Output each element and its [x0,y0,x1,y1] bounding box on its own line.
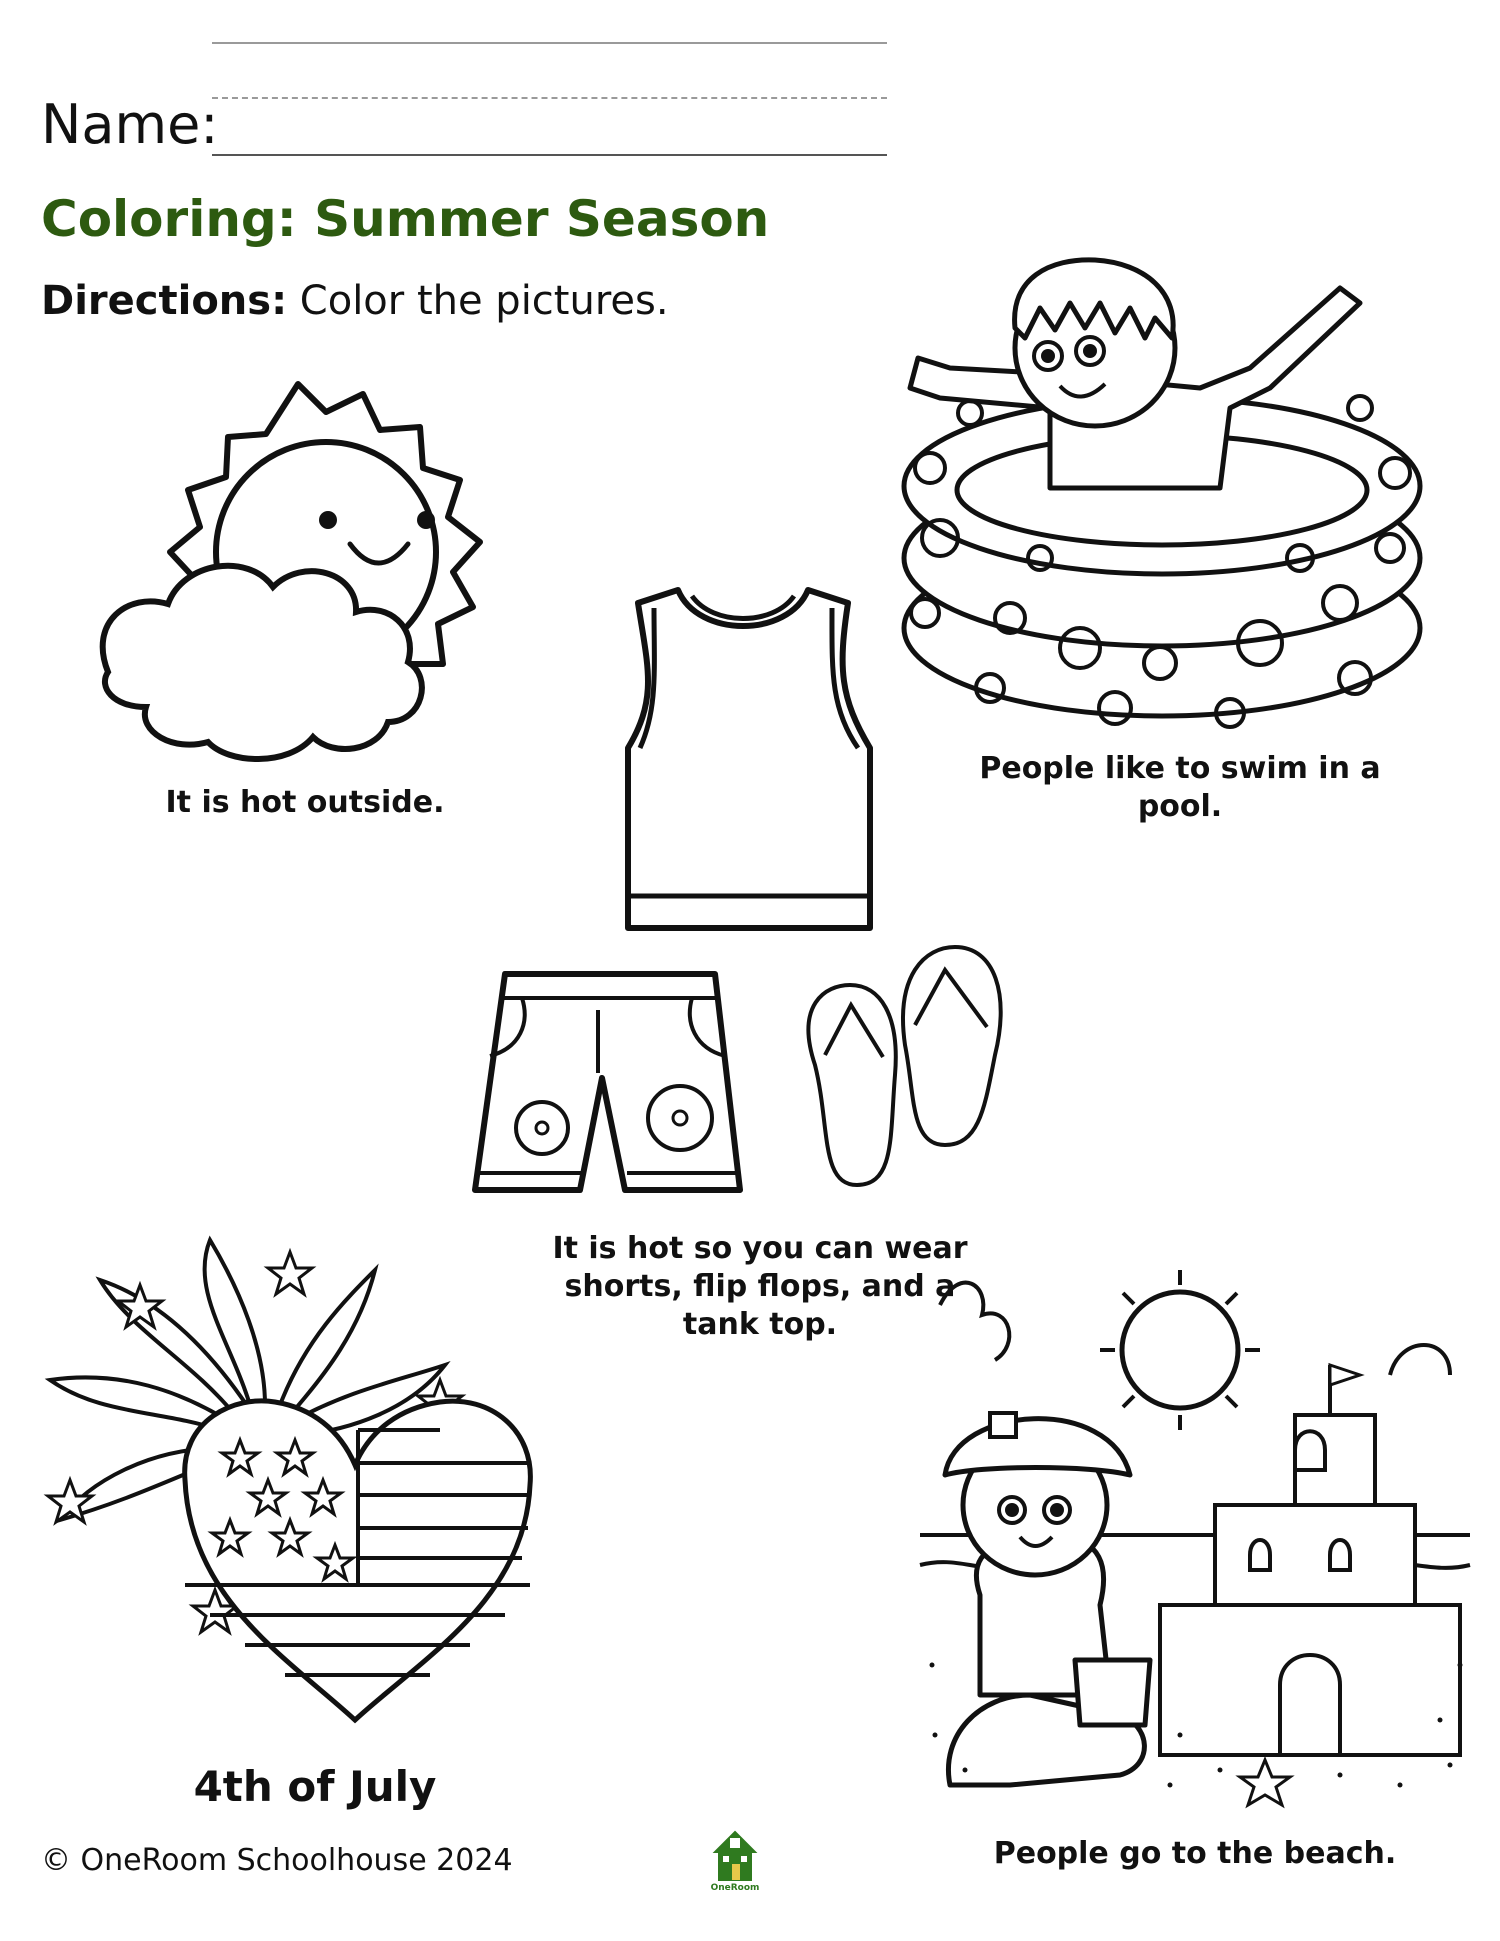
schoolhouse-logo-icon [713,1830,757,1886]
shorts-icon [470,968,730,1208]
worksheet-title: Coloring: Summer Season [41,190,770,248]
name-input-line[interactable] [212,154,887,156]
sun-with-cloud-icon [88,372,558,772]
schoolhouse-logo [710,1830,760,1900]
directions-text: Color the pictures. [287,278,669,324]
caption-beach: People go to the beach. [993,1836,1397,1871]
tank-top-icon [608,578,878,958]
caption-july: 4th of July [193,1762,437,1811]
caption-sun: It is hot outside. [165,785,445,820]
name-mid-dashed-line [212,97,887,99]
name-label: Name: [41,93,219,156]
heart-flag-fireworks-icon [40,1230,600,1760]
caption-pool: People like to swim in a pool. [979,751,1381,824]
logo-text: OneRoom [710,1883,760,1893]
directions [41,278,669,324]
directions-label: Directions: [41,278,288,324]
name-top-line [212,42,887,44]
caption-clothes: It is hot so you can wear shorts, flip flops, and a tank top. [552,1231,968,1342]
kid-in-pool-icon [900,258,1420,728]
flip-flops-icon [795,945,1025,1195]
copyright-text: © OneRoom Schoolhouse 2024 [41,1843,513,1878]
girl-with-sandcastle-icon [920,1265,1470,1825]
